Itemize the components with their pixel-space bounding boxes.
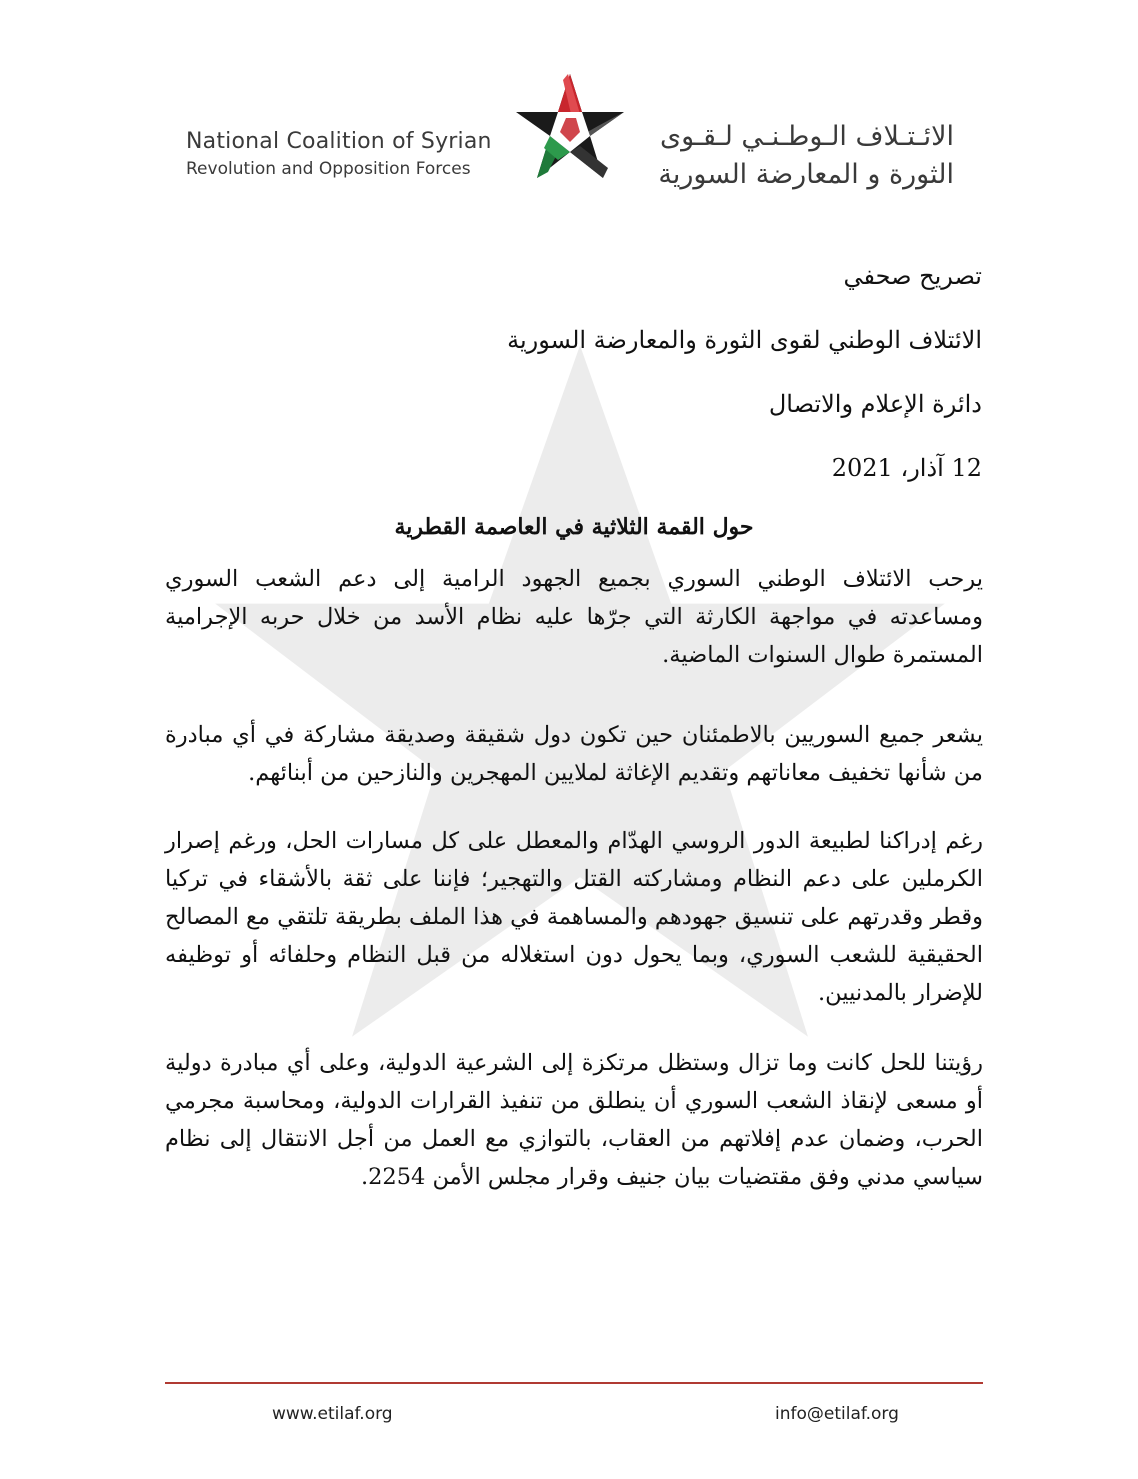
document-date: 12 آذار، 2021 [831,454,982,482]
coalition-star-logo-icon [508,68,632,192]
org-name-arabic-line2: الثورة و المعارضة السورية [658,159,954,190]
org-name-arabic-line1: الائـتـلاف الـوطـنـي لـقـوى [660,121,954,152]
statement-title: حول القمة الثلاثية في العاصمة القطرية [394,514,754,540]
paragraph-2: يشعر جميع السوريين بالاطمئنان حين تكون دول شقيقة وصديقة مشاركة في أي مبادرة من شأنها تخفيف معاناتهم وتقديم الإغاثة لملايين المهجرين والنازحين من أبنائهم. [165,722,983,786]
org-name-english-line1: National Coalition of Syrian [186,129,492,154]
department-name: دائرة الإعلام والاتصال [768,390,982,418]
paragraph-3: رغم إدراكنا لطبيعة الدور الروسي الهدّام والمعطل على كل مسارات الحل، ورغم إصرار الكرملين على دعم النظام ومشاركته القتل والتهجير؛ فإننا على ثقة بالأشقاء في تركيا وقطر وقدرتهم على تنسيق جهودهم والمساهمة في هذا الملف بطريقة تلتقي مع المصالح الحقيقية للشعب السوري، وبما يحول دون استغلاله من قبل النظام وحلفائه أو توظيفه للإضرار بالمدنيين. [165,828,983,1006]
footer-website-link[interactable]: www.etilaf.org [272,1404,393,1424]
doc-type: تصريح صحفي [843,262,982,290]
footer-divider [165,1382,983,1384]
organization-name: الائتلاف الوطني لقوى الثورة والمعارضة السورية [507,326,982,354]
org-name-english-line2: Revolution and Opposition Forces [186,159,471,179]
paragraph-1: يرحب الائتلاف الوطني السوري بجميع الجهود الرامية إلى دعم الشعب السوري ومساعدته في مواجهة الكارثة التي جرّها عليه نظام الأسد من خلال حربه الإجرامية المستمرة طوال السنوات الماضية. [165,566,983,668]
paragraph-4: رؤيتنا للحل كانت وما تزال وستظل مرتكزة إلى الشرعية الدولية، وعلى أي مبادرة دولية أو مسعى لإنقاذ الشعب السوري أن ينطلق من تنفيذ القرارات الدولية، ومحاسبة مجرمي الحرب، وضمان عدم إفلاتهم من العقاب، بالتوازي مع العمل من أجل الانتقال إلى نظام سياسي مدني وفق مقتضيات بيان جنيف وقرار مجلس الأمن 2254. [165,1050,983,1190]
footer-email-link[interactable]: info@etilaf.org [775,1404,899,1424]
org-name-english [186,128,492,182]
org-name-arabic [658,118,954,194]
